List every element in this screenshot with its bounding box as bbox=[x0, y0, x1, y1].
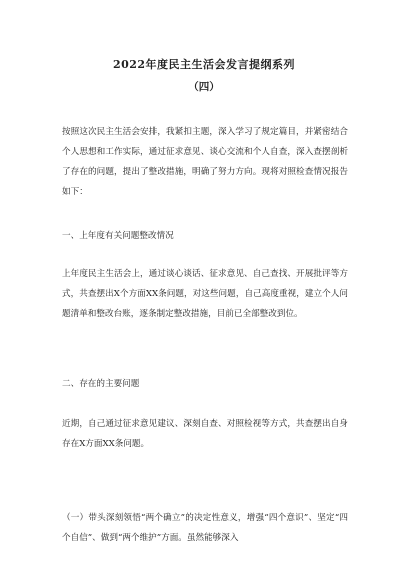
section-2-paragraph: 近期，自己通过征求意见建议、深刻自查、对照检视等方式，共查摆出自身存在X方面XX条问题。 bbox=[62, 419, 348, 449]
document-title: 2022年度民主生活会发言提纲系列 bbox=[112, 58, 296, 71]
item-1-paragraph: （一）带头深刻领悟“两个确立”的决定性意义，增强“四个意识”、坚定“四个自信”、做到“两个维护”方面。虽然能够深入 bbox=[62, 513, 348, 543]
section-1-paragraph: 上年度民主生活会上，通过谈心谈话、征求意见、自己查找、开展批评等方式，共查摆出X个方面XX条问题，对这些问题，自己高度重视，建立个人问题清单和整改台账，逐条制定整改措施，目前已全部整改到位。 bbox=[62, 269, 348, 319]
document-subtitle: （四） bbox=[188, 81, 220, 93]
section-heading-2: 二、存在的主要问题 bbox=[62, 379, 140, 389]
intro-paragraph: 按照这次民主生活会安排，我紧扣主题，深入学习了规定篇目，并紧密结合个人思想和工作实际，通过征求意见、谈心交流和个人自查，深入查摆剖析了存在的问题，提出了整改措施，明确了努力方向。现将对照检查情况报告如下： bbox=[62, 127, 348, 197]
section-heading-1: 一、上年度有关问题整改情况 bbox=[62, 231, 174, 241]
